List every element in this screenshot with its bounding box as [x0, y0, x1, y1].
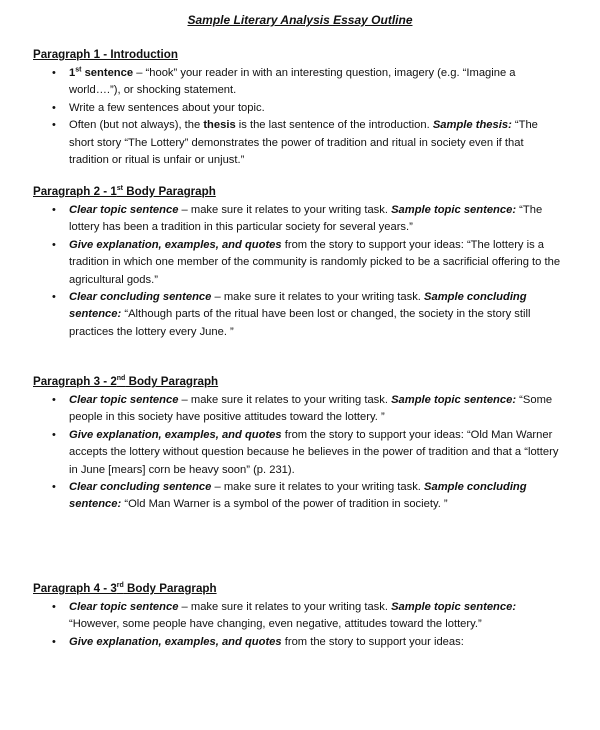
item-text: – make sure it relates to your writing task.	[211, 291, 421, 304]
concluding-label: Clear concluding sentence	[69, 291, 212, 304]
list-item	[0, 599, 600, 634]
paragraph-2-list	[0, 202, 600, 341]
sample-text: “The short story “The Lottery” demonstrates the power of tradition and ritual in society even if that tradition or ritual is unfair or unjust.”	[69, 119, 538, 167]
paragraph-1-list	[0, 65, 600, 169]
sample-text: “Some people in this society have positive attitudes toward the lottery. ”	[69, 394, 553, 424]
paragraph-2-heading: Paragraph 2 - 1st Body Paragraph	[33, 185, 216, 198]
sample-label: Sample concluding sentence:	[69, 291, 527, 321]
sample-text: “Although parts of the ritual have been lost or changed, the society in the story still practices the lottery every June. ”	[69, 308, 531, 338]
first-label: 1st sentence	[69, 66, 134, 79]
item-text: – make sure it relates to your writing task.	[211, 481, 421, 494]
list-item	[0, 117, 600, 169]
item-text: – “hook” your reader in with an interesting question, imagery (e.g. “Imagine a world….”), or shocking statement.	[69, 67, 516, 97]
document-title: Sample Literary Analysis Essay Outline	[187, 13, 413, 27]
sample-label: Sample thesis:	[432, 119, 512, 132]
explanation-label: Give explanation, examples, and quotes	[69, 635, 282, 648]
list-item	[0, 237, 600, 289]
explanation-label: Give explanation, examples, and quotes	[69, 238, 282, 251]
list-item	[0, 427, 600, 479]
item-text: from the story to support your ideas: “The lottery is a tradition in which one member of the community is randomly picked to be a sacrificial offering to the agricultural gods.”	[69, 238, 561, 286]
item-text: – make sure it relates to your writing task.	[178, 204, 388, 216]
list-item	[0, 100, 600, 117]
topic-label: Clear topic sentence	[69, 394, 179, 406]
list-item	[0, 202, 600, 237]
item-text: Write a few sentences about your topic.	[69, 101, 265, 114]
item-text: is the last sentence of the introduction.	[235, 119, 430, 132]
list-item	[0, 634, 600, 651]
sample-text: “The lottery has been a tradition in this particular society for several years.”	[69, 204, 543, 234]
concluding-label: Clear concluding sentence	[69, 481, 212, 494]
sample-text: “Old Man Warner is a symbol of the power of tradition in society. ”	[121, 498, 448, 511]
item-text: Often (but not always), the	[69, 119, 204, 132]
list-item	[0, 65, 600, 100]
topic-label: Clear topic sentence	[69, 601, 179, 613]
item-text: from the story to support your ideas: “Old Man Warner accepts the lottery without question because he believes in the power of tradition and that a “lottery in June [mears] corn be heavy soon” (p. 231).	[69, 428, 559, 476]
item-text: from the story to support your ideas:	[281, 635, 464, 648]
paragraph-4-heading: Paragraph 4 - 3rd Body Paragraph	[33, 582, 217, 595]
sample-label: Sample topic sentence:	[391, 601, 517, 613]
sample-label: Sample topic sentence:	[391, 204, 517, 216]
sample-label: Sample concluding sentence:	[69, 481, 527, 511]
sample-text: “However, some people have changing, even negative, attitudes toward the lottery.”	[69, 618, 482, 631]
explanation-label: Give explanation, examples, and quotes	[69, 428, 282, 441]
paragraph-3-heading: Paragraph 3 - 2nd Body Paragraph	[33, 375, 219, 388]
paragraph-3-list	[0, 392, 600, 514]
list-item	[0, 289, 600, 341]
item-text: – make sure it relates to your writing task.	[178, 601, 388, 613]
thesis-term: thesis	[203, 119, 236, 132]
list-item	[0, 479, 600, 514]
item-text: – make sure it relates to your writing task.	[178, 394, 388, 406]
sample-label: Sample topic sentence:	[391, 394, 517, 406]
topic-label: Clear topic sentence	[69, 204, 179, 216]
paragraph-1-heading: Paragraph 1 - Introduction	[33, 48, 178, 61]
list-item	[0, 392, 600, 427]
paragraph-4-list	[0, 599, 600, 651]
